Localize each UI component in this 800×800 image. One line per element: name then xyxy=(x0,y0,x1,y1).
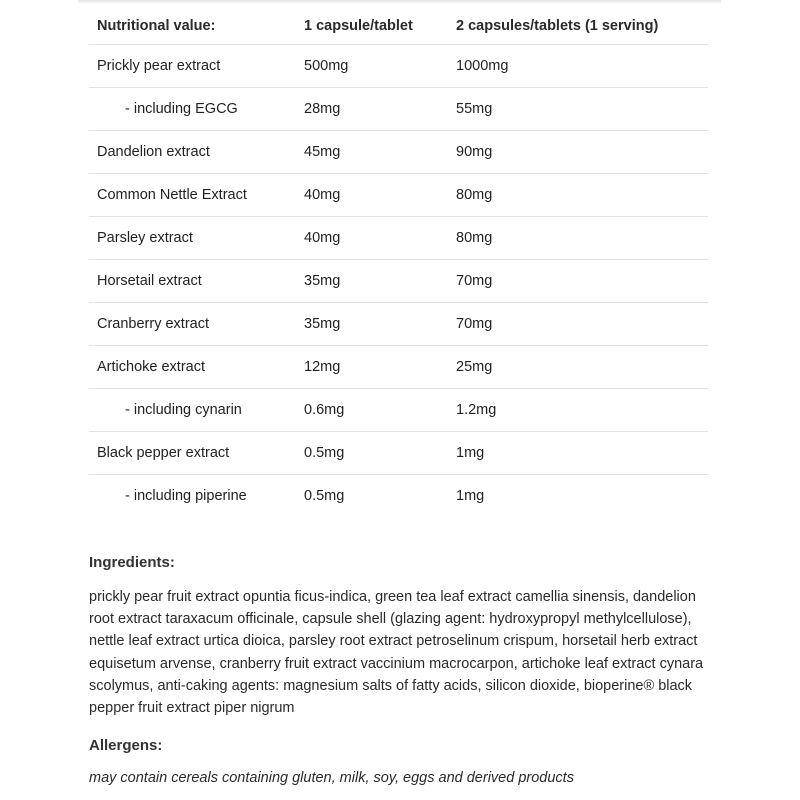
allergens-title: Allergens: xyxy=(89,737,163,754)
table-row xyxy=(89,88,708,131)
table-row xyxy=(89,475,708,518)
nutrient-name: Artichoke extract xyxy=(97,359,205,375)
nutrition-header-row xyxy=(89,8,708,45)
amount-two-capsules: 80mg xyxy=(448,217,708,260)
nutrient-name: Black pepper extract xyxy=(97,445,230,461)
amount-two-capsules: 1mg xyxy=(448,432,708,475)
amount-one-capsule: 35mg xyxy=(296,303,448,346)
nutrient-name-cell xyxy=(89,432,296,475)
amount-one-capsule: 40mg xyxy=(296,217,448,260)
amount-two-capsules: 1mg xyxy=(456,488,485,504)
amount-two-capsules: 80mg xyxy=(448,174,708,217)
nutrient-name-cell xyxy=(89,88,296,131)
nutrient-name: - including EGCG xyxy=(125,101,238,117)
nutrient-name-cell xyxy=(89,260,296,303)
nutrient-name: - including piperine xyxy=(125,488,247,504)
table-row xyxy=(89,217,708,260)
nutrient-name: Horsetail extract xyxy=(97,273,202,289)
nutrient-name: Parsley extract xyxy=(97,230,193,246)
nutrient-name-cell xyxy=(89,217,296,260)
allergens-text: may contain cereals containing gluten, milk, soy, eggs and derived products xyxy=(89,770,574,786)
header-one-capsule: 1 capsule/tablet xyxy=(296,8,448,45)
amount-one-capsule: 12mg xyxy=(296,346,448,389)
amount-one-capsule: 45mg xyxy=(296,131,448,174)
amount-two-capsules: 1000mg xyxy=(448,45,708,88)
amount-one-capsule: 28mg xyxy=(296,88,448,131)
nutrient-name: - including cynarin xyxy=(125,402,242,418)
amount-two-capsules: 25mg xyxy=(448,346,708,389)
nutrient-name-cell xyxy=(89,174,296,217)
top-shadow-divider xyxy=(78,0,721,4)
allergens-section-header xyxy=(89,737,709,754)
nutrient-name-cell xyxy=(89,475,296,518)
amount-one-capsule: 0.6mg xyxy=(296,389,448,432)
ingredients-text: prickly pear fruit extract opuntia ficus-indica, green tea leaf extract camellia sinensis, dandelion root extract taraxacum officinale, capsule shell (glazing agent: hydroxypropyl methylcellulose), nettle leaf extract urtica dioica, parsley root extract petroselinum crispum, horsetail herb extract equisetum arvense, cranberry fruit extract vaccinium macrocarpon, artichoke leaf extract cynara scolymus, anti-caking agents: magnesium salts of fatty acids, silicon dioxide, bioperine® black pepper fruit extract piper nigrum xyxy=(89,589,704,717)
nutrient-name: Prickly pear extract xyxy=(97,58,221,74)
nutrition-body xyxy=(89,45,708,518)
table-row xyxy=(89,260,708,303)
amount-one-capsule: 500mg xyxy=(296,45,448,88)
amount-two-capsules: 1.2mg xyxy=(448,389,708,432)
amount-two-capsules: 90mg xyxy=(448,131,708,174)
amount-one-capsule: 35mg xyxy=(296,260,448,303)
amount-one-capsule: 40mg xyxy=(296,174,448,217)
ingredients-section-header xyxy=(89,554,709,571)
nutrient-name: Cranberry extract xyxy=(97,316,210,332)
amount-two-capsules: 70mg xyxy=(448,303,708,346)
table-row xyxy=(89,45,708,88)
amount-one-capsule: 0.5mg xyxy=(304,488,345,504)
amount-two-capsules: 55mg xyxy=(448,88,708,131)
ingredients-title: Ingredients: xyxy=(89,554,175,571)
table-row xyxy=(89,131,708,174)
nutrient-name-cell xyxy=(89,346,296,389)
nutrient-name: Dandelion extract xyxy=(97,144,210,160)
table-row xyxy=(89,432,708,475)
nutrition-table xyxy=(89,8,708,517)
table-row xyxy=(89,389,708,432)
header-two-capsules: 2 capsules/tablets (1 serving) xyxy=(448,8,708,45)
table-row xyxy=(89,346,708,389)
nutrient-name: Common Nettle Extract xyxy=(97,187,247,203)
table-row xyxy=(89,174,708,217)
nutrient-name-cell xyxy=(89,389,296,432)
nutrient-name-cell xyxy=(89,303,296,346)
amount-one-capsule: 0.5mg xyxy=(296,432,448,475)
nutrient-name-cell xyxy=(89,131,296,174)
amount-two-capsules: 70mg xyxy=(448,260,708,303)
nutrient-name-cell xyxy=(89,45,296,88)
header-nutritional-value: Nutritional value: xyxy=(89,8,296,45)
table-row xyxy=(89,303,708,346)
